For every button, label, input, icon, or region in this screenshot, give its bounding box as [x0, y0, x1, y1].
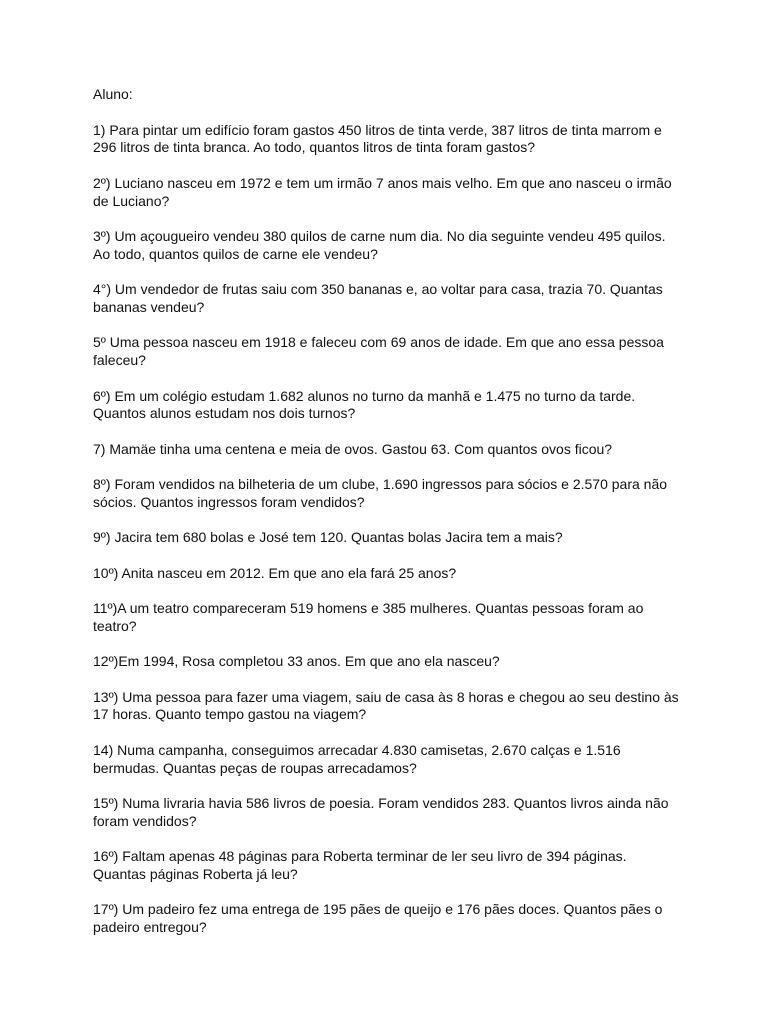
question-8: 8º) Foram vendidos na bilheteria de um clube, 1.690 ingressos para sócios e 2.570 para não sócios. Quantos ingressos foram vendidos? — [93, 476, 668, 510]
question-2: 2º) Luciano nasceu em 1972 e tem um irmão 7 anos mais velho. Em que ano nasceu o irmão de Luciano? — [93, 174, 672, 209]
question-11: 11º)A um teatro compareceram 519 homens e 385 mulheres. Quantas pessoas foram ao teatro? — [93, 600, 644, 634]
question-6: 6º) Em um colégio estudam 1.682 alunos no turno da manhã e 1.475 no turno da tarde. Quantos alunos estudam nos dois turnos? — [93, 387, 636, 422]
question-17: 17º) Um padeiro fez uma entrega de 195 pães de queijo e 176 pães doces. Quantos pães o padeiro entregou? — [93, 901, 663, 936]
question-1: 1) Para pintar um edifício foram gastos 450 litros de tinta verde, 387 litros de tinta marrom e 296 litros de tinta branca. Ao todo, quantos litros de tinta foram gastos? — [93, 121, 662, 156]
question-14: 14) Numa campanha, conseguimos arrecadar 4.830 camisetas, 2.670 calças e 1.516 bermudas. Quantas peças de roupas arrecadamos? — [93, 741, 621, 776]
question-7: 7) Mamäe tinha uma centena e meia de ovos. Gastou 63. Com quantos ovos ficou? — [93, 440, 613, 457]
student-label: Aluno: — [93, 86, 133, 102]
document-body — [93, 86, 683, 955]
question-13: 13º) Uma pessoa para fazer uma viagem, saiu de casa às 8 horas e chegou ao seu destino às 17 horas. Quanto tempo gastou na viagem? — [93, 688, 679, 723]
question-16: 16º) Faltam apenas 48 páginas para Roberta terminar de ler seu livro de 394 páginas. Quantas páginas Roberta já leu? — [93, 848, 627, 883]
question-9: 9º) Jacira tem 680 bolas e José tem 120. Quantas bolas Jacira tem a mais? — [93, 529, 563, 546]
question-4: 4°) Um vendedor de frutas saiu com 350 bananas e, ao voltar para casa, trazia 70. Quantas bananas vendeu? — [93, 281, 663, 315]
question-5: 5º Uma pessoa nasceu em 1918 e faleceu com 69 anos de idade. Em que ano essa pessoa faleceu? — [93, 334, 664, 369]
question-15: 15º) Numa livraria havia 586 livros de poesia. Foram vendidos 283. Quantos livros ainda não foram vendidos? — [93, 795, 669, 829]
question-10: 10º) Anita nasceu em 2012. Em que ano ela fará 25 anos? — [93, 564, 457, 581]
question-12: 12º)Em 1994, Rosa completou 33 anos. Em que ano ela nasceu? — [93, 653, 500, 670]
question-3: 3º) Um açougueiro vendeu 380 quilos de carne num dia. No dia seguinte vendeu 495 quilos. Ao todo, quantos quilos de carne ele vendeu? — [93, 227, 666, 262]
